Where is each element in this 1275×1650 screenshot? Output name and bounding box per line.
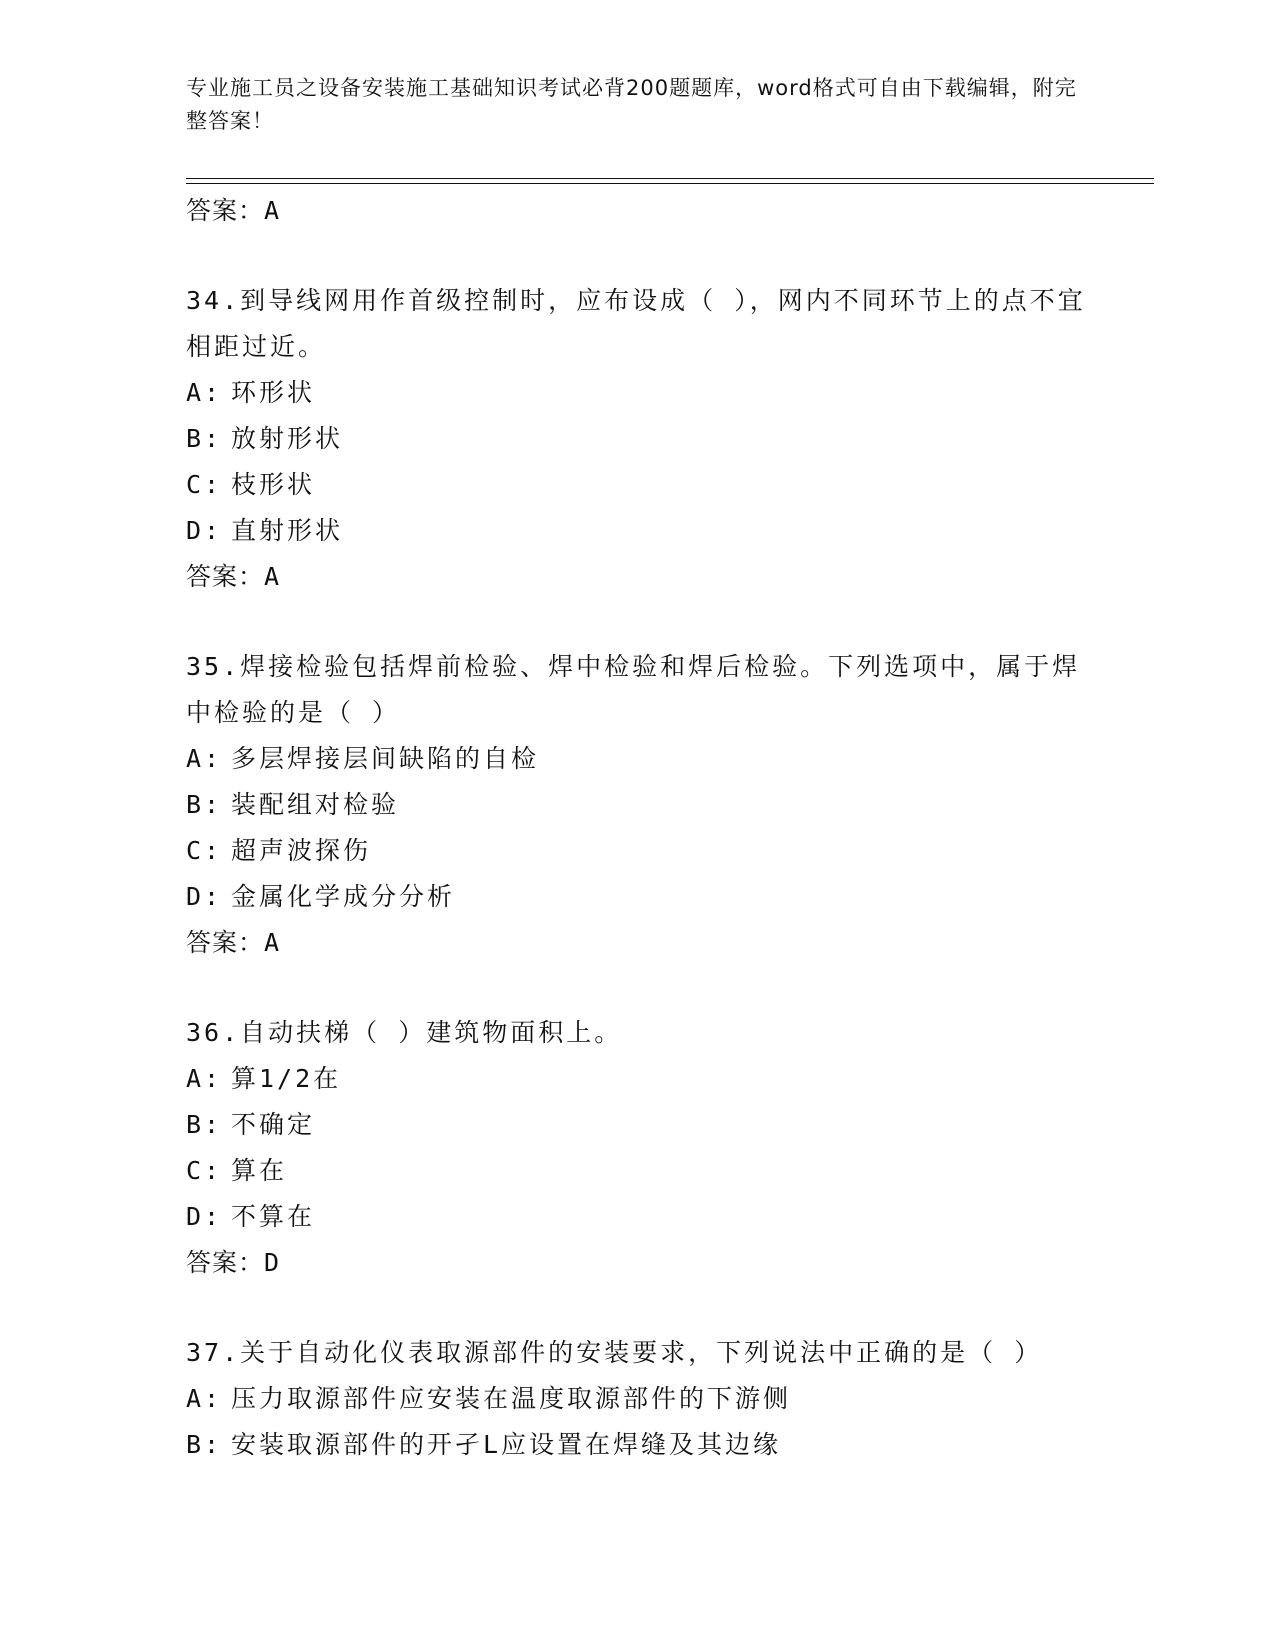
- option-row: [186, 508, 1106, 554]
- answer-label: 答案：: [186, 928, 265, 957]
- option-row: [186, 1056, 1106, 1102]
- option-row: [186, 462, 1106, 508]
- answer-line: [186, 1240, 1106, 1286]
- option-row: [186, 1194, 1106, 1240]
- document-title: 专业施工员之设备安装施工基础知识考试必背200题题库，word格式可自由下载编辑，附完整答案！: [186, 76, 1077, 133]
- spacer: [186, 966, 1106, 1010]
- option-row: [186, 1102, 1106, 1148]
- question-stem: 34.到导线网用作首级控制时，应布设成（ ），网内不同环节上的点不宜相距过近。: [186, 286, 1086, 361]
- questions-container: [186, 278, 1106, 1468]
- option-key: C:: [186, 1156, 223, 1185]
- option-key: A:: [186, 744, 223, 773]
- spacer: [186, 1286, 1106, 1330]
- option-key: D:: [186, 882, 223, 911]
- answer-line: [186, 188, 1106, 234]
- spacer: [186, 600, 1106, 644]
- option-row: [186, 736, 1106, 782]
- answer-line: [186, 920, 1106, 966]
- answer-label: 答案：: [186, 196, 265, 225]
- answer-value: A: [264, 196, 281, 225]
- option-text: 不确定: [231, 1110, 316, 1139]
- option-row: [186, 1148, 1106, 1194]
- question-block: [186, 278, 1106, 644]
- option-key: B:: [186, 1110, 223, 1139]
- option-row: [186, 416, 1106, 462]
- document-header: [186, 72, 1086, 138]
- question-stem: 37.关于自动化仪表取源部件的安装要求，下列说法中正确的是（ ）: [186, 1338, 1043, 1367]
- answer-value: A: [264, 562, 281, 591]
- option-row: [186, 1376, 1106, 1422]
- answer-line: [186, 554, 1106, 600]
- answer-value: A: [264, 928, 281, 957]
- option-text: 多层焊接层间缺陷的自检: [231, 744, 540, 773]
- spacer: [186, 234, 1106, 278]
- option-key: C:: [186, 470, 223, 499]
- option-key: A:: [186, 1064, 223, 1093]
- option-text: 算在: [231, 1156, 288, 1185]
- question-block: [186, 1010, 1106, 1330]
- option-row: [186, 1422, 1106, 1468]
- option-row: [186, 828, 1106, 874]
- header-divider-top: [186, 178, 1154, 179]
- option-row: [186, 782, 1106, 828]
- option-text: 放射形状: [231, 424, 344, 453]
- option-key: D:: [186, 1202, 223, 1231]
- option-key: A:: [186, 378, 223, 407]
- answer-label: 答案：: [186, 1248, 265, 1277]
- option-text: 超声波探伤: [231, 836, 372, 865]
- option-text: 安装取源部件的开孑L应设置在焊缝及其边缘: [231, 1430, 782, 1459]
- answer-value: D: [264, 1248, 281, 1277]
- question-block: [186, 1330, 1106, 1468]
- option-text: 直射形状: [231, 516, 344, 545]
- question-block: [186, 644, 1106, 1010]
- option-key: A:: [186, 1384, 223, 1413]
- option-key: B:: [186, 424, 223, 453]
- option-row: [186, 370, 1106, 416]
- option-key: D:: [186, 516, 223, 545]
- option-text: 压力取源部件应安装在温度取源部件的下游侧: [231, 1384, 792, 1413]
- option-text: 环形状: [231, 378, 316, 407]
- option-row: [186, 874, 1106, 920]
- option-key: B:: [186, 790, 223, 819]
- option-key: B:: [186, 1430, 223, 1459]
- header-divider-bottom: [186, 183, 1154, 184]
- question-list: [186, 188, 1106, 1468]
- answer-label: 答案：: [186, 562, 265, 591]
- question-stem: 35.焊接检验包括焊前检验、焊中检验和焊后检验。下列选项中，属于焊中检验的是（ ）: [186, 652, 1081, 727]
- option-text: 金属化学成分分析: [231, 882, 456, 911]
- option-text: 装配组对检验: [231, 790, 400, 819]
- option-text: 算1/2在: [231, 1064, 342, 1093]
- option-key: C:: [186, 836, 223, 865]
- option-text: 枝形状: [231, 470, 316, 499]
- question-stem: 36.自动扶梯（ ）建筑物面积上。: [186, 1018, 623, 1047]
- option-text: 不算在: [231, 1202, 316, 1231]
